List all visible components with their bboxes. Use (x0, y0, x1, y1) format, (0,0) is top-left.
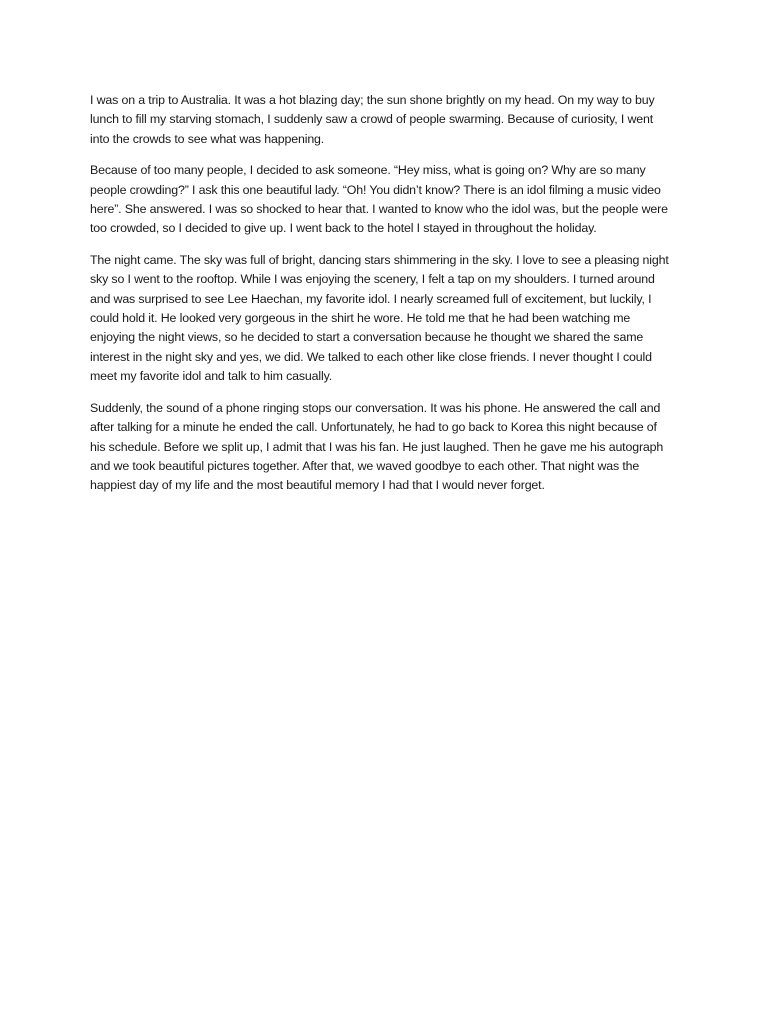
paragraph-1: I was on a trip to Australia. It was a hot blazing day; the sun shone brightly on my head. On my way to buy lunch to fill my starving stomach, I suddenly saw a crowd of people swarming. Because of curiosity, I went into the crowds to see what was happening. (90, 93, 655, 146)
paragraph-3: The night came. The sky was full of bright, dancing stars shimmering in the sky. I love to see a pleasing night sky so I went to the rooftop. While I was enjoying the scenery, I felt a tap on my shoulders. I turned around and was surprised to see Lee Haechan, my favorite idol. I nearly screamed full of excitement, but luckily, I could hold it. He looked very gorgeous in the shirt he wore. He told me that he had been watching me enjoying the night views, so he decided to start a conversation because he thought we shared the same interest in the night sky and yes, we did. We talked to each other like close friends. I never thought I could meet my favorite idol and talk to him casually. (90, 252, 669, 384)
document-body (90, 91, 675, 508)
paragraph-2: Because of too many people, I decided to ask someone. “Hey miss, what is going on? Why are so many people crowding?” I ask this one beautiful lady. “Oh! You didn’t know? There is an idol filming a music video here”. She answered. I was so shocked to hear that. I wanted to know who the idol was, but the people were too crowded, so I decided to give up. I went back to the hotel I stayed in throughout the holiday. (90, 163, 668, 236)
paragraph-4: Suddenly, the sound of a phone ringing stops our conversation. It was his phone. He answered the call and after talking for a minute he ended the call. Unfortunately, he had to go back to Korea this night because of his schedule. Before we split up, I admit that I was his fan. He just laughed. Then he gave me his autograph and we took beautiful pictures together. After that, we waved goodbye to each other. That night was the happiest day of my life and the most beautiful memory I had that I would never forget. (90, 400, 664, 493)
